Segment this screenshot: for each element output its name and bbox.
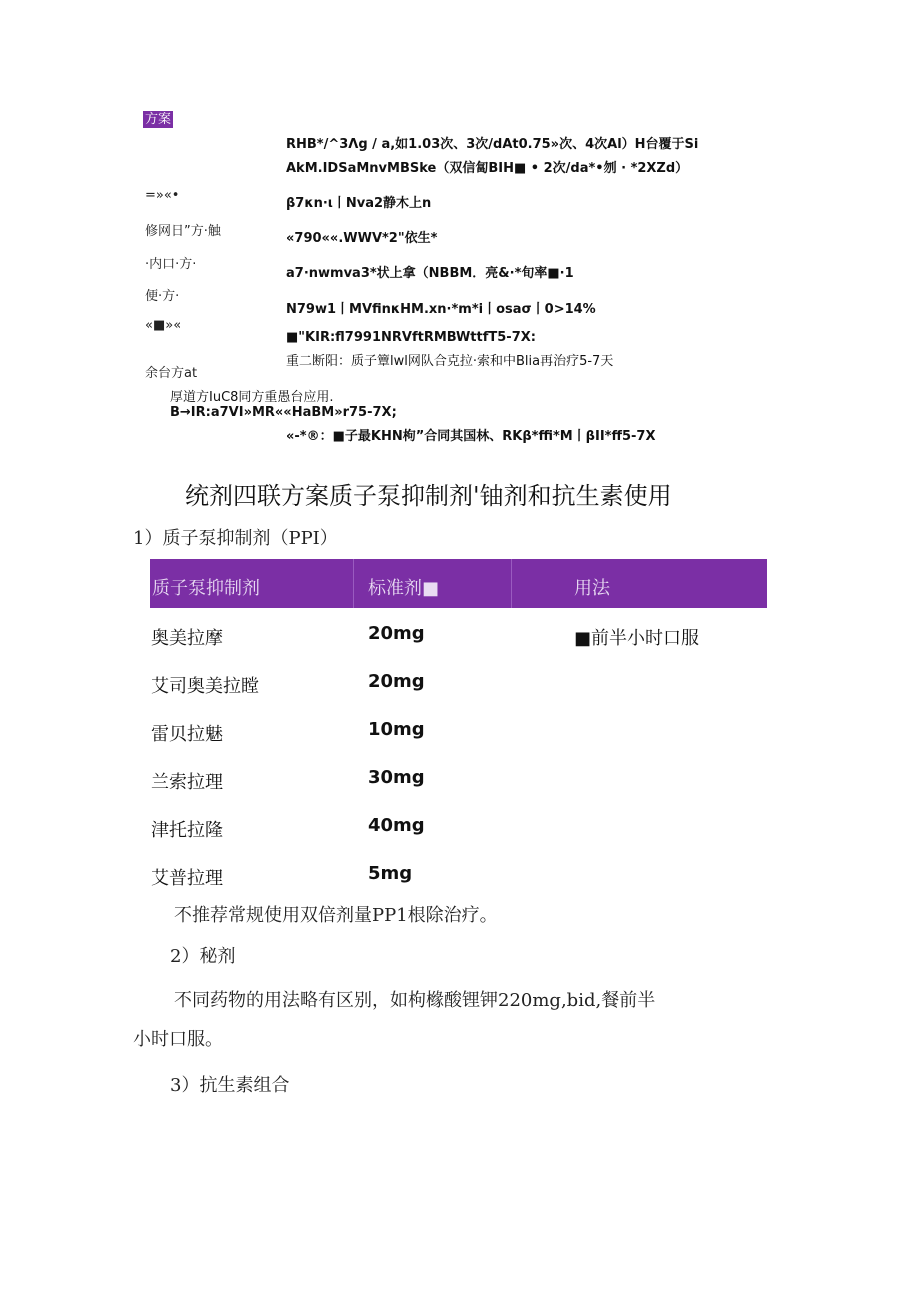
fragment-line: «-*®：■子最KHN枸”合同其国林、RKβ*ffi*M丨βII*ff5-7X (286, 429, 656, 444)
bismuth-paragraph-cont: 小时口服。 (133, 1029, 223, 1050)
fragment-line: ■"KIR:fl7991NRVftRMBWttfT5-7X: (286, 330, 536, 345)
column-divider (511, 559, 512, 608)
bismuth-paragraph: 不同药物的用法略有区别，如枸橼酸锂钾220mg,bid,餐前半 (174, 990, 656, 1011)
fragment-line: N79w1丨MVfinκHM.xn·*m*i丨osaσ丨0>14% (286, 302, 596, 317)
table-cell-dose: 30mg (368, 767, 425, 788)
fragment-line: B→IR:a7VI»MR««HaBM»r75-7X; (170, 405, 397, 420)
table-cell-drug: 津托拉隆 (151, 820, 223, 841)
subheading-bismuth: 2）秘剂 (170, 946, 236, 967)
side-label: ·内口·方· (145, 257, 197, 272)
section-title: 统剂四联方案质子泵抑制剂'铀剂和抗生素使用 (185, 482, 672, 510)
table-cell-usage: ■前半小时口服 (574, 628, 700, 649)
side-label: 余台方at (145, 366, 198, 381)
table-cell-dose: 5mg (368, 863, 413, 884)
fragment-line: «790««.WWV*2"依生* (286, 231, 438, 246)
column-header-dose: 标准剂■ (368, 578, 440, 599)
column-header-drug: 质子泵抑制剂 (152, 578, 260, 599)
table-cell-dose: 10mg (368, 719, 425, 740)
fragment-line: 重二断阳：质子簟lwl网队合克拉·索和中Blia再治疗5-7天 (286, 354, 614, 369)
side-label: «■»« (145, 318, 182, 333)
table-cell-dose: 20mg (368, 623, 425, 644)
table-cell-drug: 兰索拉理 (151, 772, 223, 793)
column-header-usage: 用法 (574, 578, 610, 599)
subheading-antibiotics: 3）抗生素组合 (170, 1075, 290, 1096)
fragment-line: a7·nwmva3*状上拿（NBBM．亮&·*旬率■·1 (286, 266, 574, 281)
plan-badge: 方案 (144, 112, 171, 127)
fragment-line: 厚道方IuC8同方重愚台应用. (170, 390, 334, 405)
table-cell-drug: 奥美拉摩 (151, 628, 223, 649)
fragment-line: AkM.IDSaMnvMBSke（双信匐BIH■ • 2次/da*•刎 · *2XZd） (286, 161, 689, 176)
side-label: 便·方· (145, 289, 180, 304)
table-cell-drug: 艾司奥美拉瞠 (151, 676, 259, 697)
table-cell-drug: 雷贝拉魅 (151, 724, 223, 745)
side-label: 修网日”方·触 (145, 224, 221, 239)
table-cell-dose: 40mg (368, 815, 425, 836)
fragment-line: β7κn·ι丨Nva2静木上n (286, 196, 432, 211)
ppi-note: 不推荐常规使用双倍剂量PP1根除治疗。 (174, 905, 498, 926)
table-cell-drug: 艾普拉理 (151, 868, 223, 889)
fragment-line: RHB*/^3Λg / a,如1.03次、3次/dAt0.75»次、4次Al）H台覆于Si (286, 137, 699, 152)
table-header (150, 559, 767, 608)
subheading-ppi: 1）质子泵抑制剂（PPI） (133, 528, 338, 549)
column-divider (353, 559, 354, 608)
table-cell-dose: 20mg (368, 671, 425, 692)
side-label: =»«• (145, 188, 180, 203)
